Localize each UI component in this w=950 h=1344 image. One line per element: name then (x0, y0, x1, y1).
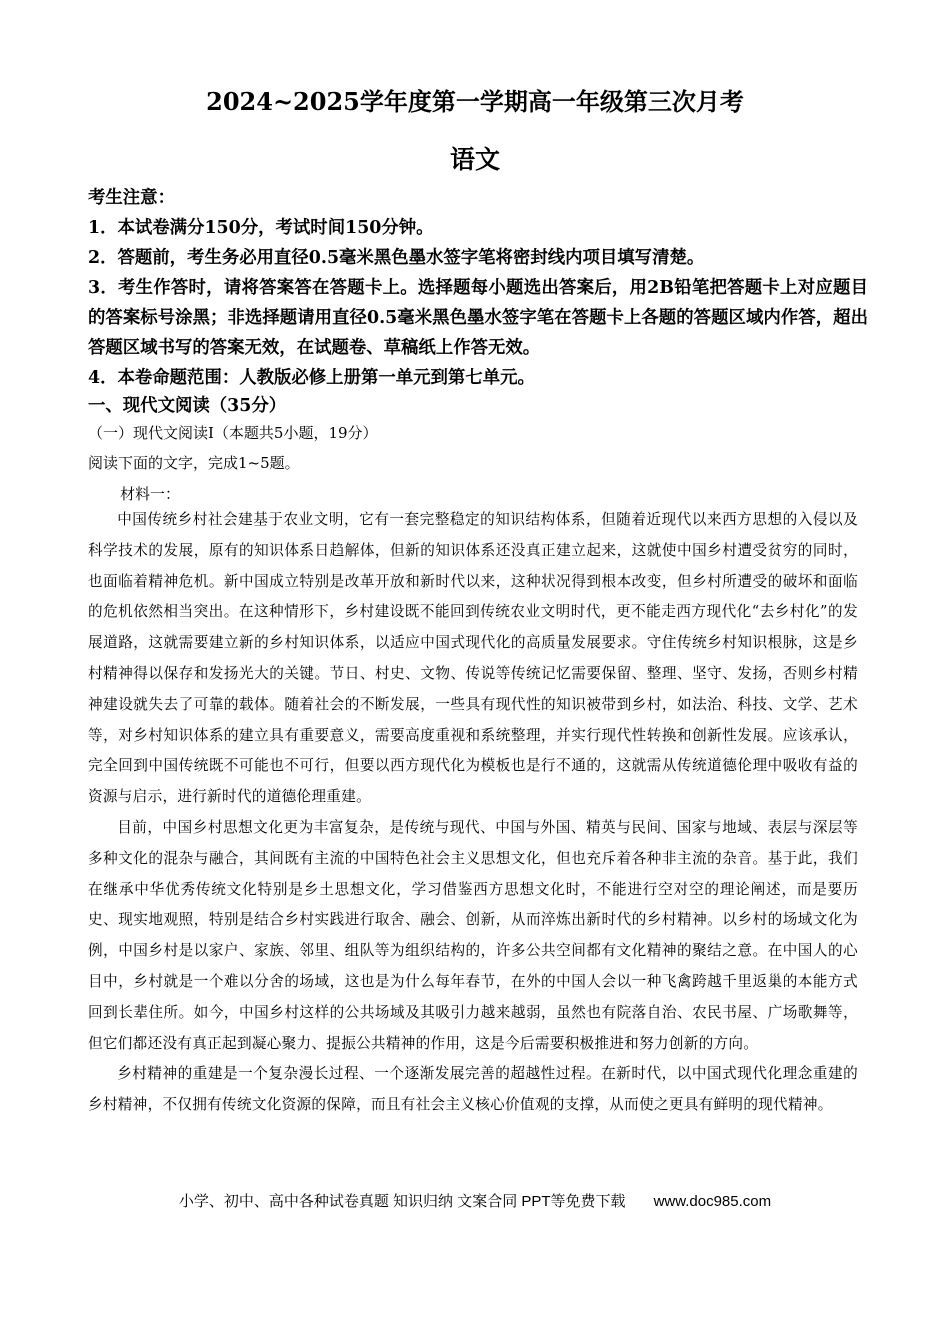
material-label: 材料一： (120, 485, 181, 503)
notice-item-1: 1．本试卷满分150分，考试时间150分钟。 (88, 218, 434, 238)
reading-passage (88, 505, 858, 1121)
notice-item-3: 3．考生作答时，请将答案答在答题卡上。选择题每小题选出答案后，用2B铅笔把答题卡上对应题目的答案标号涂黑；非选择题请用直径0.5毫米黑色墨水签字笔在答题卡上各题的答题区域内作答，超出答题区域书写的答案无效，在试题卷、草稿纸上作答无效。 (88, 278, 868, 358)
section-subheading: （一）现代文阅读Ⅰ（本题共5小题，19分） (88, 424, 378, 442)
section-heading: 一、现代文阅读（35分） (88, 396, 287, 416)
notice-item-2: 2．答题前，考生务必用直径0.5毫米黑色墨水签字笔将密封线内项目填写清楚。 (88, 248, 705, 268)
reading-instruction: 阅读下面的文字，完成1~5题。 (88, 454, 300, 472)
passage-paragraph-2: 目前，中国乡村思想文化更为丰富复杂，是传统与现代、中国与外国、精英与民间、国家与地域、表层与深层等多种文化的混杂与融合，其间既有主流的中国特色社会主义思想文化，但也充斥着各种非主流的杂音。基于此，我们在继承中华优秀传统文化特别是乡土思想文化，学习借鉴西方思想文化时，不能进行空对空的理论阐述，而是要历史、现实地观照，特别是结合乡村实践进行取舍、融会、创新，从而淬炼出新时代的乡村精神。以乡村的场域文化为例，中国乡村是以家户、家族、邻里、组队等为组织结构的，许多公共空间都有文化精神的聚结之意。在中国人的心目中，乡村就是一个难以分舍的场域，这也是为什么每年春节，在外的中国人会以一种飞禽跨越千里返巢的本能方式回到长辈住所。如今，中国乡村这样的公共场域及其吸引力越来越弱，虽然也有院落自治、农民书屋、广场歌舞等，但它们都还没有真正起到凝心聚力、提振公共精神的作用，这是今后需要积极推进和努力创新的方向。 (88, 818, 858, 1052)
page-footer (0, 1190, 950, 1211)
passage-paragraph-3: 乡村精神的重建是一个复杂漫长过程、一个逐渐发展完善的超越性过程。在新时代，以中国式现代化理念重建的乡村精神，不仅拥有传统文化资源的保障，而且有社会主义核心价值观的支撑，从而使之更具有鲜明的现代精神。 (88, 1065, 858, 1114)
passage-paragraph-1: 中国传统乡村社会建基于农业文明，它有一套完整稳定的知识结构体系，但随着近现代以来西方思想的入侵以及科学技术的发展，原有的知识体系日趋解体，但新的知识体系还没真正建立起来，这就使中国乡村遭受贫穷的同时，也面临着精神危机。新中国成立特别是改革开放和新时代以来，这种状况得到根本改变，但乡村所遭受的破坏和面临的危机依然相当突出。在这种情形下，乡村建设既不能回到传统农业文明时代，更不能走西方现代化“去乡村化”的发展道路，这就需要建立新的乡村知识体系，以适应中国式现代化的高质量发展要求。守住传统乡村知识根脉，这是乡村精神得以保存和发扬光大的关键。节日、村史、文物、传说等传统记忆需要保留、整理、坚守、发扬，否则乡村精神建设就失去了可靠的载体。随着社会的不断发展，一些具有现代性的知识被带到乡村，如法治、科技、文学、艺术等，对乡村知识体系的建立具有重要意义，需要高度重视和系统整理，并实行现代性转换和创新性发展。应该承认，完全回到中国传统既不可能也不可行，但要以西方现代化为模板也是行不通的，这就需从传统道德伦理中吸收有益的资源与启示，进行新时代的道德伦理重建。 (88, 511, 858, 806)
exam-notice (88, 183, 868, 393)
footer-url: www.doc985.com (653, 1193, 772, 1210)
subject-title: 语文 (449, 145, 500, 174)
footer-text: 小学、初中、高中各种试卷真题 知识归纳 文案合同 PPT等免费下载 (178, 1193, 626, 1210)
exam-title: 2024~2025学年度第一学期高一年级第三次月考 (206, 87, 744, 116)
notice-heading: 考生注意： (88, 188, 175, 208)
notice-item-4: 4．本卷命题范围：人教版必修上册第一单元到第七单元。 (88, 368, 535, 388)
